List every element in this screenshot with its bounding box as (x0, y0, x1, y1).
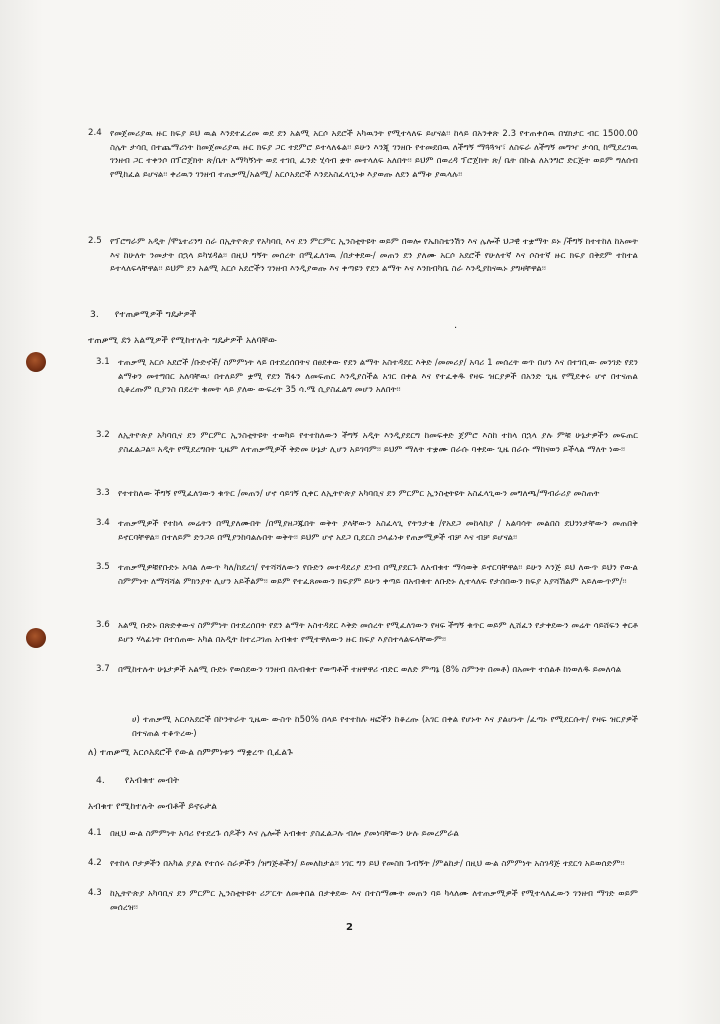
punch-hole-top (26, 352, 46, 372)
section-number: 4. (96, 775, 105, 786)
clause-text: የፕሮግራም አዲት /ሞኒተሪንግ ስራ በኢትዮጵያ የአካባቢ እና ደን ምርምር ኢንስቲትዩት ወይም በወሎ የኤክስቴንሽን እና ሌሎች ህጋዊ ተቋማት ይኑ /ችግኝ ከተተከለ ከአመት እና ከሁለት ንመታት በኋላ ይካሄዳል፡፡ በዚህ ግኝት መሰረት በሚፈለገዉ /በታቀደው/ መጠን ደን ያለሙ አርሶ አደሮች የሁለተኛ እና ሶስተኛ ዙር ክፍያ በቅደም ተከተል ይተላለፍላቸዋል፡፡ ይህም ደን አልሚ አርሶ አደሮችን ገንዘብ እንዲያወጡ እና ቀጣዩን የደን ልማት እና እንክብካቤ ስራ እንዲያከናዉኑ ያግዛቸዋል፡፡ (110, 237, 638, 275)
clause-number: 2.5 (88, 236, 102, 246)
clause-4-3 (88, 888, 638, 915)
clause-text: የመጀመሪያዉ ዙር ክፍያ ይህ ዉል እንደተፈረመ ወደ ደን አልሚ አርሶ አደሮች አካዉንት የሚተላለፍ ይሆናል፡፡ ከላይ በአንቀጽ 2.3 የተጠቀሰዉ በሄክታር ብር 1500.00 ስሌት ታሳቢ በተጨማሪነት ከመጀመሪያዉ ዙር ክፍያ ጋር ተደምሮ ይተላለፋል፡፡ ይሁን እንጂ ገንዘቡ የተመደበዉ ለችግኝ ማጓጓዣ፣ ለስፍራ ለችግኝ መግዣ ታሳቢ ከሚደረገዉ ገንዘብ ጋር ተቀንሶ በፕሮጀክት ጽ/ቤት አማካኝነት ወደ ተገቢ ፈንድ ሂሳብ ቋት መተላለፍ አለበት፡፡ ይህም በወረዳ ፕሮጀክት ጽ/ ቤት በኩል ለአንግሮ ድርጅት ወይም ግለሰብ የሚከፈል ይሆናል፡፡ ቀሪዉን ገንዘብ ተጠቃሚ/አልሚ/ አርሶአደሮች እንደአስፈላጊነቱ እያወጡ ለደን ልማቱ ያዉላሉ፡፡ (110, 129, 638, 180)
clause-3-7-b: ለ) ተጠቃሚ አርሶአደሮች የውል ስምምነቱን ማቋረጥ ቢፈልጉ (88, 747, 293, 758)
clause-text: በሚከተሉት ሁኔታዎች አልሚ ቡድኑ የወሰደውን ገንዘብ በአብቁተ የወጣቶች ተዘዋዋሪ ብድር ወለድ ምጣኔ (8% ስምንት በመቶ) በአመት ተሰልቶ ከነወለዱ ይመለሳል (118, 665, 622, 675)
clause-4-1 (88, 828, 638, 842)
clause-number: 4.2 (88, 858, 102, 868)
clause-3-7-a: ሀ) ተጠቃሚ አርሶአደሮች በኮንትራት ጊዜው ውስጥ ከ50% በላይ የተተከሉ ዛፎችን ከቆረጡ (አገር በቀል የሆኑት እና ያልሆኑት /ፈጣኑ የሚደርሱት/ የዛፍ ዝርያዎች በተናጠል ተቆጥረው) (132, 715, 638, 739)
clause-number: 4.1 (88, 828, 102, 838)
page-number: 2 (346, 922, 353, 933)
stray-mark: · (454, 323, 458, 334)
clause-text: ተጠቃሚዎች የተከላ መሬትን በሚያለሙበት /በሚያዘጋጁበት ወቅት ያላቸውን አስፈላጊ የትንታቄ /የአደጋ መከላከያ / አልባሳት መልበስ ደህንነታቸውን መጠበቅ ይኖርባቸዋል፡፡ በተለይም ድንጋይ በሚያንከባልሉበት ወቅት፡፡ ይህም ሆኖ አደጋ ቢደርስ ኃላፊነቱ የጠቃሚዎች ብቻ እና ብቻ ይሆናል፡፡ (118, 519, 638, 543)
clause-4-2 (88, 858, 638, 872)
clause-text: የተከላ ቦታዎችን በአካል ያያል የተሰሩ ስራዎችን /ዝግጅቶችን/ ይመለከታል፡፡ ነገር ግን ይህ የመስክ ጉብኝት /ምልከታ/ በዚህ ውል ስምምነት አስገዳጅ ተደርጎ አይወሰድም፡፡ (110, 859, 625, 869)
clause-number: 4.3 (88, 888, 102, 898)
clause-3-7 (96, 664, 638, 678)
clause-3-6 (96, 620, 638, 647)
section-3-heading (90, 308, 196, 322)
clause-3-1 (96, 357, 638, 398)
clause-3-5 (96, 562, 638, 589)
clause-number: 3.7 (96, 664, 110, 674)
clause-text: ተጠቃሚ አርሶ አደሮች /ቡድኖች/ ስምምነት ላይ በተደረሰበትና በፀደቀው የደን ልማት አስተዳደር እቅድ /መመሪያ/ አባሪ 1 መሰረት ወጥ በሆነ እና በተገቢው መንገድ የደን ልማቱን መተግበር አለባቸዉ፡ በተለይም ቋሚ የደን ሽፋን ለመፍጠር እንዲያስችል አገር በቀል እና የተፈቀዱ የዛፍ ዝርያዎች በአንድ ጊዜ የሚደቀሩ ሆኖ በተናጠል ሲቆረጡም ቢያንስ በደረት ቁመት ላይ ያለው ውፍረት 35 ሳ.ሜ ሲያስፈልግ መሆን አለበት፡፡ (118, 358, 638, 396)
clause-number: 3.4 (96, 518, 110, 528)
clause-number: 3.3 (96, 488, 110, 498)
clause-3-3 (96, 488, 638, 502)
clause-number: 2.4 (88, 128, 102, 138)
section-title: የተጠቃሚዎች ግዴታዎች (114, 309, 197, 320)
clause-text: ከኢትዮጵያ አካባቢና ደን ምርምር ኢንስቲትዩት ሪፖርት ለመቀበል በታቀደው እና በተስማሙት መጠን ባይ ካላለሙ ለተጠቃሚዎች የሚተላለፈውን ገንዘብ ማገድ ወይም መሰረዝ፡፡ (110, 889, 638, 913)
clause-number: 3.5 (96, 562, 110, 572)
clause-2-4 (88, 128, 638, 182)
clause-number: 3.1 (96, 357, 110, 367)
obligations-intro: ተጠቃሚ ደን አልሚዎች የሚከተሉት ግዴታዎች አለባቸው (88, 335, 278, 346)
section-4-heading (96, 774, 179, 788)
punch-hole-bottom (26, 628, 46, 648)
clause-text: የተተከለው ችግኝ የሚፈለገውን ቁጥር /መጠን/ ሆኖ ሳይገኝ ሲቀር ለኢትዮጵያ አካባቢና ደን ምርምር ኢንስቲትዩት አስፈላጊውን መግለጫ/ማብራሪያ መስጠት (118, 489, 600, 499)
rights-intro: አብቁተ የሚከተሉት መብቶች ይኖሩታል (88, 801, 218, 812)
clause-text: አልሚ ቡድኑ በጽድቀውና ስምምነት በተደረሰበት የደን ልማት አስተዳደር እቅድ መሰረት የሚፈለገውን የዛፍ ችግኝ ቁጥር ወይም ሊሸፈን የታቀደውን መሬት ሳይሸፍን ቀርቶ ይሆን ሃላፊነት በተሰጠው አካል በአዲት ከተረጋገጠ አብቁተ የሚተዋለውን ዙር ክፍያ እያስተላልፍላቸውም፡፡ (118, 621, 638, 645)
clause-number: 3.6 (96, 620, 110, 630)
clause-text: በዚህ ውል ስምምነት አባሪ የተደረጉ ሰዶችን እና ሌሎች አብቁተ ያስፈልጋሉ ብሎ ያመነባቸውን ሁሉ ይመረምራል (110, 829, 460, 839)
clause-3-4 (96, 518, 638, 545)
clause-number: 3.2 (96, 430, 110, 440)
clause-2-5 (88, 236, 638, 277)
clause-text: ተጠቃሚዎቹየቡድኑ አባል ለውጥ ካለ/ከደረገ/ የተሻሻለውን የቡድን መተዳደሪያ ደንብ በሚያደርጉ ለአብቁተ ማሳወቅ ይኖርባቸዋል፡፡ ይሁን እንጅ ይህ ለውጥ ይህን የውል ስምምነት ለማሻሻል ምክንያት ሊሆን አይችልም፡፡ ወይም የተፈጸመውን ክፍያም ይሁን ቀጣይ በአብቁተ ለቡድኑ ሊተላለፍ የታሰበውን ክፍያ አያሻሽልም አይለውጥም/፡፡ (118, 563, 638, 587)
clause-3-2 (96, 430, 638, 457)
section-number: 3. (90, 309, 99, 320)
clause-text: ለኢትዮጵያ አካባቢና ደን ምርምር ኢንስቲትዩት ተወካይ የተተከለውን ችግኝ አዲት እንዲያደርግ ከመፍቀድ ጀምሮ እስከ ተከላ በኋላ ያሉ ምቹ ሁኔታዎችን መፍጠር ያስፈልጋል፡፡ አዲት የሚደረግበት ጊዜም ለተጠቃሚዎች ቅድመ ሁኔታ ሊሆን አይገባም፡፡ ይህም ማለት ተቋሙ በራሱ ባቀደው ጊዜ በራሱ ማከናወን ይችላል ማለት ነው፡፡ (118, 431, 638, 455)
section-title: የአብቁተ መብት (124, 775, 180, 786)
